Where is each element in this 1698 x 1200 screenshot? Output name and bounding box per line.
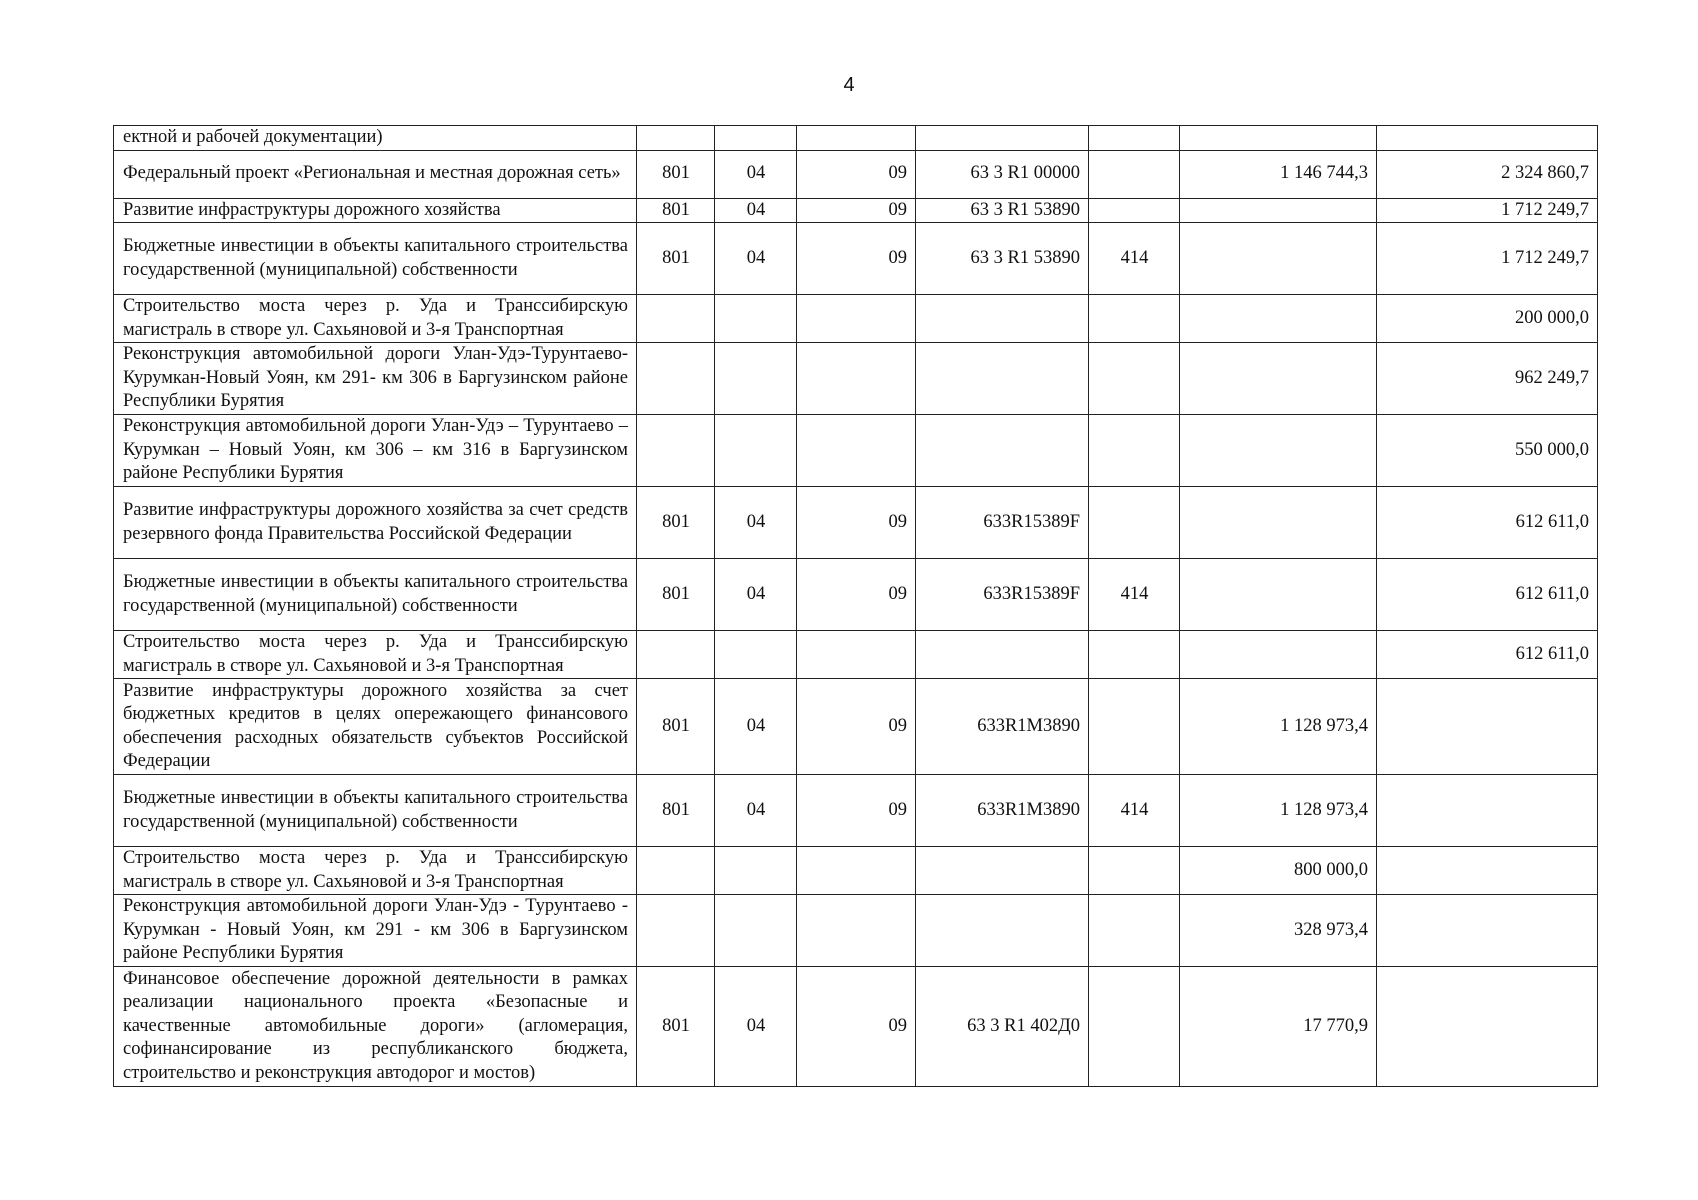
- table-row: [114, 775, 1598, 847]
- row-amount-1-cell: [1180, 487, 1377, 559]
- row-expense-type-cell: [1089, 679, 1180, 775]
- row-expense-type-cell: 414: [1089, 775, 1180, 847]
- row-amount-2-cell: 200 000,0: [1377, 295, 1598, 343]
- budget-table: [113, 125, 1598, 1087]
- row-name-cell: Реконструкция автомобильной дороги Улан-Удэ – Турунтаево – Курумкан – Новый Уоян, км 306 – км 316 в Баргузинском районе Республики Бурятия: [114, 415, 637, 487]
- table-row: [114, 631, 1598, 679]
- row-amount-2-cell: 1 712 249,7: [1377, 223, 1598, 295]
- row-amount-2-cell: [1377, 775, 1598, 847]
- row-expense-type-cell: [1089, 631, 1180, 679]
- row-section-code-cell: 04: [715, 487, 797, 559]
- row-subsection-code-cell: 09: [797, 223, 916, 295]
- row-target-article-cell: 633R15389F: [916, 487, 1089, 559]
- table-row: [114, 559, 1598, 631]
- row-amount-1-cell: 328 973,4: [1180, 895, 1377, 967]
- table-row: [114, 343, 1598, 415]
- row-target-article-cell: 633R1M3890: [916, 775, 1089, 847]
- row-ministry-code-cell: 801: [637, 559, 715, 631]
- row-target-article-cell: [916, 631, 1089, 679]
- row-amount-2-cell: 612 611,0: [1377, 487, 1598, 559]
- row-expense-type-cell: 414: [1089, 223, 1180, 295]
- row-ministry-code-cell: 801: [637, 198, 715, 223]
- row-target-article-cell: 633R15389F: [916, 559, 1089, 631]
- row-amount-2-cell: [1377, 847, 1598, 895]
- row-subsection-code-cell: [797, 295, 916, 343]
- row-ministry-code-cell: [637, 631, 715, 679]
- row-amount-1-cell: [1180, 295, 1377, 343]
- row-expense-type-cell: [1089, 198, 1180, 223]
- row-section-code-cell: 04: [715, 198, 797, 223]
- row-section-code-cell: 04: [715, 679, 797, 775]
- row-amount-2-cell: 612 611,0: [1377, 559, 1598, 631]
- row-amount-1-cell: [1180, 631, 1377, 679]
- row-ministry-code-cell: [637, 343, 715, 415]
- row-ministry-code-cell: 801: [637, 967, 715, 1087]
- row-name-cell: Бюджетные инвестиции в объекты капитального строительства государственной (муниципальной) собственности: [114, 775, 637, 847]
- row-ministry-code-cell: 801: [637, 775, 715, 847]
- row-amount-2-cell: 962 249,7: [1377, 343, 1598, 415]
- row-subsection-code-cell: 09: [797, 559, 916, 631]
- row-target-article-cell: 63 3 R1 00000: [916, 150, 1089, 198]
- table-row: [114, 223, 1598, 295]
- row-expense-type-cell: [1089, 847, 1180, 895]
- row-amount-1-cell: [1180, 415, 1377, 487]
- row-expense-type-cell: [1089, 343, 1180, 415]
- row-section-code-cell: [715, 895, 797, 967]
- row-name-cell: Развитие инфраструктуры дорожного хозяйства: [114, 198, 637, 223]
- row-target-article-cell: 63 3 R1 402Д0: [916, 967, 1089, 1087]
- table-row: [114, 967, 1598, 1087]
- row-amount-2-cell: 550 000,0: [1377, 415, 1598, 487]
- row-amount-1-cell: [1180, 223, 1377, 295]
- table-row: [114, 295, 1598, 343]
- row-expense-type-cell: 414: [1089, 559, 1180, 631]
- row-ministry-code-cell: [637, 295, 715, 343]
- row-ministry-code-cell: [637, 126, 715, 151]
- row-section-code-cell: [715, 343, 797, 415]
- row-subsection-code-cell: [797, 895, 916, 967]
- row-amount-2-cell: [1377, 895, 1598, 967]
- row-target-article-cell: 63 3 R1 53890: [916, 223, 1089, 295]
- row-target-article-cell: [916, 895, 1089, 967]
- row-ministry-code-cell: [637, 895, 715, 967]
- row-section-code-cell: [715, 631, 797, 679]
- row-amount-1-cell: 1 128 973,4: [1180, 679, 1377, 775]
- row-expense-type-cell: [1089, 967, 1180, 1087]
- row-target-article-cell: 63 3 R1 53890: [916, 198, 1089, 223]
- row-section-code-cell: [715, 295, 797, 343]
- row-target-article-cell: [916, 295, 1089, 343]
- table-row: [114, 150, 1598, 198]
- row-expense-type-cell: [1089, 415, 1180, 487]
- row-target-article-cell: [916, 847, 1089, 895]
- row-name-cell: Бюджетные инвестиции в объекты капитального строительства государственной (муниципальной) собственности: [114, 223, 637, 295]
- row-amount-2-cell: [1377, 967, 1598, 1087]
- row-subsection-code-cell: [797, 343, 916, 415]
- row-name-cell: Строительство моста через р. Уда и Транссибирскую магистраль в створе ул. Сахьяновой и 3-я Транспортная: [114, 295, 637, 343]
- table-row: [114, 198, 1598, 223]
- row-section-code-cell: 04: [715, 559, 797, 631]
- row-section-code-cell: [715, 415, 797, 487]
- row-subsection-code-cell: 09: [797, 775, 916, 847]
- row-subsection-code-cell: [797, 415, 916, 487]
- row-amount-2-cell: 1 712 249,7: [1377, 198, 1598, 223]
- row-ministry-code-cell: 801: [637, 487, 715, 559]
- row-amount-1-cell: [1180, 126, 1377, 151]
- row-amount-1-cell: [1180, 198, 1377, 223]
- row-amount-1-cell: [1180, 343, 1377, 415]
- row-target-article-cell: [916, 415, 1089, 487]
- row-expense-type-cell: [1089, 150, 1180, 198]
- row-section-code-cell: 04: [715, 150, 797, 198]
- row-section-code-cell: 04: [715, 967, 797, 1087]
- row-name-cell: ектной и рабочей документации): [114, 126, 637, 151]
- row-ministry-code-cell: 801: [637, 223, 715, 295]
- row-subsection-code-cell: 09: [797, 150, 916, 198]
- row-subsection-code-cell: [797, 847, 916, 895]
- row-subsection-code-cell: [797, 126, 916, 151]
- row-name-cell: Федеральный проект «Региональная и местная дорожная сеть»: [114, 150, 637, 198]
- row-ministry-code-cell: 801: [637, 150, 715, 198]
- table-row: [114, 895, 1598, 967]
- row-subsection-code-cell: 09: [797, 487, 916, 559]
- row-ministry-code-cell: 801: [637, 679, 715, 775]
- row-section-code-cell: 04: [715, 775, 797, 847]
- row-name-cell: Строительство моста через р. Уда и Транссибирскую магистраль в створе ул. Сахьяновой и 3-я Транспортная: [114, 847, 637, 895]
- table-row: [114, 415, 1598, 487]
- table-row: [114, 847, 1598, 895]
- row-name-cell: Финансовое обеспечение дорожной деятельности в рамках реализации национального проекта «Безопасные и качественные автомобильные дороги» (агломерация, софинансирование из республиканского бюджета, строительство и реконструкция автодорог и мостов): [114, 967, 637, 1087]
- row-amount-2-cell: 612 611,0: [1377, 631, 1598, 679]
- row-expense-type-cell: [1089, 295, 1180, 343]
- row-subsection-code-cell: 09: [797, 967, 916, 1087]
- row-amount-1-cell: 1 146 744,3: [1180, 150, 1377, 198]
- table-row: [114, 487, 1598, 559]
- row-subsection-code-cell: 09: [797, 679, 916, 775]
- row-target-article-cell: [916, 126, 1089, 151]
- row-section-code-cell: [715, 126, 797, 151]
- row-name-cell: Реконструкция автомобильной дороги Улан-Удэ-Турунтаево-Курумкан-Новый Уоян, км 291- км 306 в Баргузинском районе Республики Бурятия: [114, 343, 637, 415]
- page-number: 4: [843, 74, 855, 96]
- row-amount-2-cell: 2 324 860,7: [1377, 150, 1598, 198]
- row-amount-1-cell: 17 770,9: [1180, 967, 1377, 1087]
- row-expense-type-cell: [1089, 126, 1180, 151]
- row-subsection-code-cell: 09: [797, 198, 916, 223]
- row-target-article-cell: [916, 343, 1089, 415]
- row-amount-1-cell: 1 128 973,4: [1180, 775, 1377, 847]
- table-row: [114, 679, 1598, 775]
- row-subsection-code-cell: [797, 631, 916, 679]
- row-section-code-cell: 04: [715, 223, 797, 295]
- row-name-cell: Строительство моста через р. Уда и Транссибирскую магистраль в створе ул. Сахьяновой и 3-я Транспортная: [114, 631, 637, 679]
- row-target-article-cell: 633R1M3890: [916, 679, 1089, 775]
- row-expense-type-cell: [1089, 895, 1180, 967]
- row-amount-2-cell: [1377, 126, 1598, 151]
- row-name-cell: Развитие инфраструктуры дорожного хозяйства за счет бюджетных кредитов в целях опережающего финансового обеспечения расходных обязательств субъектов Российской Федерации: [114, 679, 637, 775]
- row-amount-2-cell: [1377, 679, 1598, 775]
- row-ministry-code-cell: [637, 847, 715, 895]
- row-name-cell: Развитие инфраструктуры дорожного хозяйства за счет средств резервного фонда Правительства Российской Федерации: [114, 487, 637, 559]
- row-amount-1-cell: 800 000,0: [1180, 847, 1377, 895]
- row-expense-type-cell: [1089, 487, 1180, 559]
- row-section-code-cell: [715, 847, 797, 895]
- row-amount-1-cell: [1180, 559, 1377, 631]
- row-name-cell: Реконструкция автомобильной дороги Улан-Удэ - Турунтаево - Курумкан - Новый Уоян, км 291 - км 306 в Баргузинском районе Республики Бурятия: [114, 895, 637, 967]
- row-name-cell: Бюджетные инвестиции в объекты капитального строительства государственной (муниципальной) собственности: [114, 559, 637, 631]
- table-row: [114, 126, 1598, 151]
- row-ministry-code-cell: [637, 415, 715, 487]
